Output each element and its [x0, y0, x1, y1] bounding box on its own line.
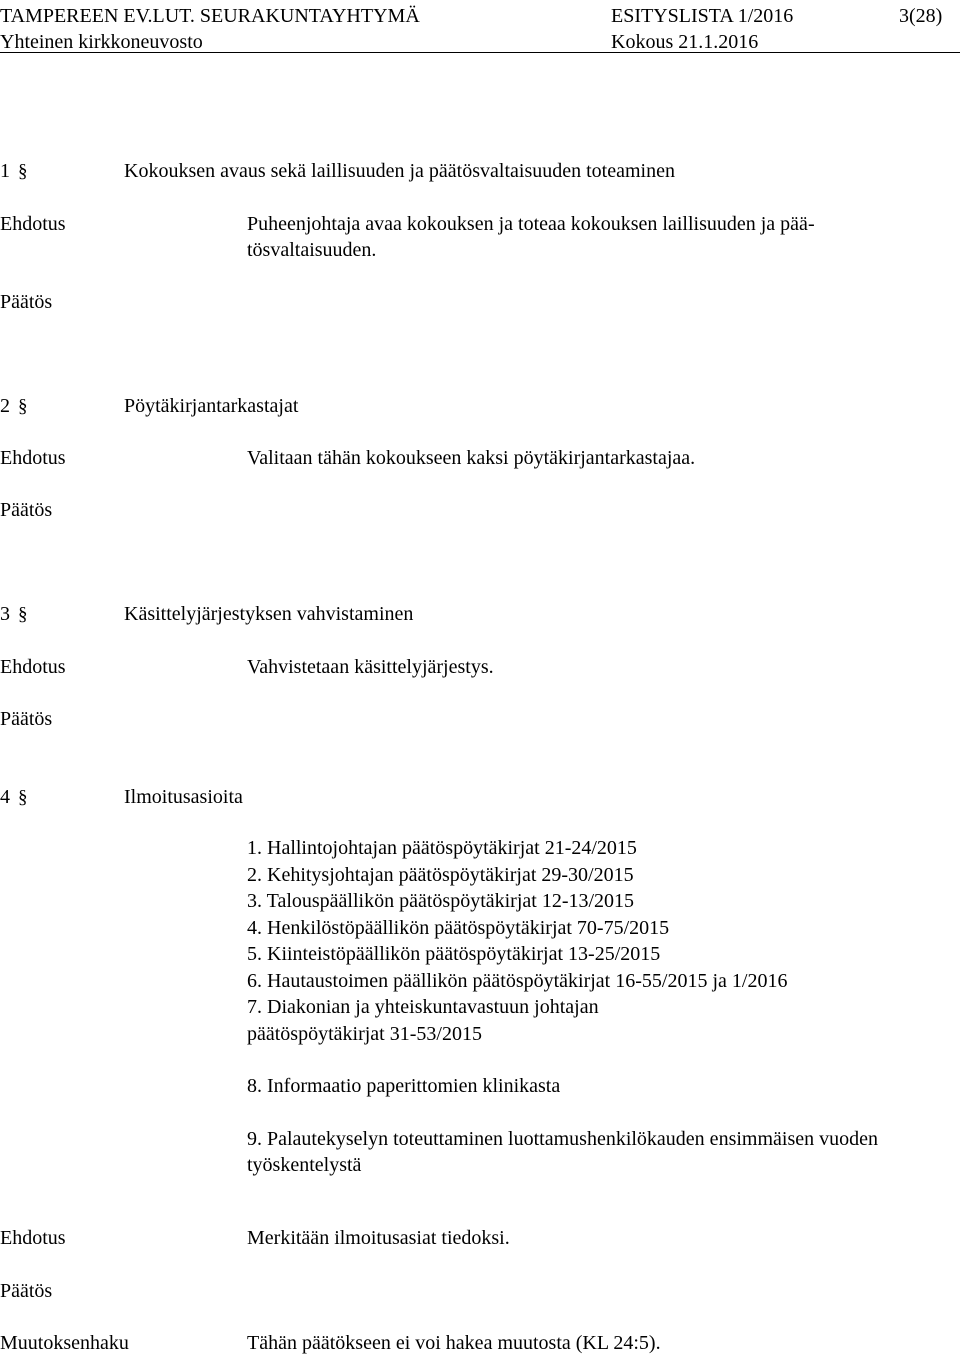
section-4-number: 4 — [0, 786, 10, 808]
section-sign-icon — [17, 396, 31, 416]
section-1-proposal-text: Puheenjohtaja avaa kokouksen ja toteaa kokouksen laillisuuden ja pää- tösvaltaisuuden. — [247, 213, 815, 261]
svg-text:§: § — [18, 161, 28, 181]
meeting-body: Yhteinen kirkkoneuvosto — [0, 31, 203, 53]
section-2-number: 2 — [0, 395, 10, 417]
list-item: 7. Diakonian ja yhteiskuntavastuun johtajan päätöspöytäkirjat 31-53/2015 — [247, 996, 599, 1045]
page-header — [0, 0, 960, 52]
organization-name: TAMPEREEN EV.LUT. SEURAKUNTAYHTYMÄ — [0, 5, 420, 27]
appeal-label: Muutoksenhaku — [0, 1332, 129, 1354]
list-item: 4. Henkilöstöpäällikön päätöspöytäkirjat 70-75/2015 — [247, 916, 670, 939]
meeting-date: Kokous 21.1.2016 — [611, 31, 759, 53]
section-3-proposal-label: Ehdotus — [0, 656, 66, 678]
section-3-number: 3 — [0, 603, 10, 625]
section-3-decision-label: Päätös — [0, 708, 53, 730]
section-1-number: 1 — [0, 160, 10, 182]
header-divider — [0, 52, 960, 53]
svg-text:§: § — [18, 604, 28, 624]
document-type: ESITYSLISTA 1/2016 — [611, 5, 794, 27]
section-4-title: Ilmoitusasioita — [124, 786, 243, 808]
appeal-text: Tähän päätökseen ei voi hakea muutosta (KL 24:5). — [247, 1332, 661, 1354]
list-item: 5. Kiinteistöpäällikön päätöspöytäkirjat 13-25/2015 — [247, 943, 661, 965]
section-3-proposal-text: Vahvistetaan käsittelyjärjestys. — [247, 656, 494, 678]
svg-text:§: § — [18, 396, 28, 416]
section-1-decision-label: Päätös — [0, 291, 53, 313]
section-4-proposal-text: Merkitään ilmoitusasiat tiedoksi. — [247, 1227, 510, 1249]
section-3-title: Käsittelyjärjestyksen vahvistaminen — [124, 603, 414, 625]
list-item: 3. Talouspäällikön päätöspöytäkirjat 12-13/2015 — [247, 890, 635, 912]
section-4-proposal-label: Ehdotus — [0, 1227, 66, 1249]
section-sign-icon — [17, 787, 31, 807]
section-2-decision-label: Päätös — [0, 499, 53, 521]
list-item: 6. Hautaustoimen päällikön päätöspöytäkirjat 16-55/2015 ja 1/2016 — [247, 969, 788, 992]
list-item: 2. Kehitysjohtajan päätöspöytäkirjat 29-30/2015 — [247, 863, 634, 886]
page-number: 3(28) — [899, 5, 943, 27]
list-item: 1. Hallintojohtajan päätöspöytäkirjat 21-24/2015 — [247, 837, 637, 859]
section-1-proposal-label: Ehdotus — [0, 213, 66, 235]
svg-text:§: § — [18, 787, 28, 807]
list-item: 8. Informaatio paperittomien klinikasta — [247, 1075, 561, 1097]
section-sign-icon — [17, 161, 31, 181]
section-1-title: Kokouksen avaus sekä laillisuuden ja päätösvaltaisuuden toteaminen — [124, 160, 675, 182]
section-sign-icon — [17, 604, 31, 624]
section-2-proposal-label: Ehdotus — [0, 447, 66, 469]
section-2-proposal-text: Valitaan tähän kokoukseen kaksi pöytäkirjantarkastajaa. — [247, 447, 696, 469]
announcement-list — [247, 835, 947, 1179]
list-item: 9. Palautekyselyn toteuttaminen luottamushenkilökauden ensimmäisen vuoden työskentelystä — [247, 1127, 878, 1176]
section-4-decision-label: Päätös — [0, 1280, 53, 1302]
section-2-title: Pöytäkirjantarkastajat — [124, 395, 299, 417]
